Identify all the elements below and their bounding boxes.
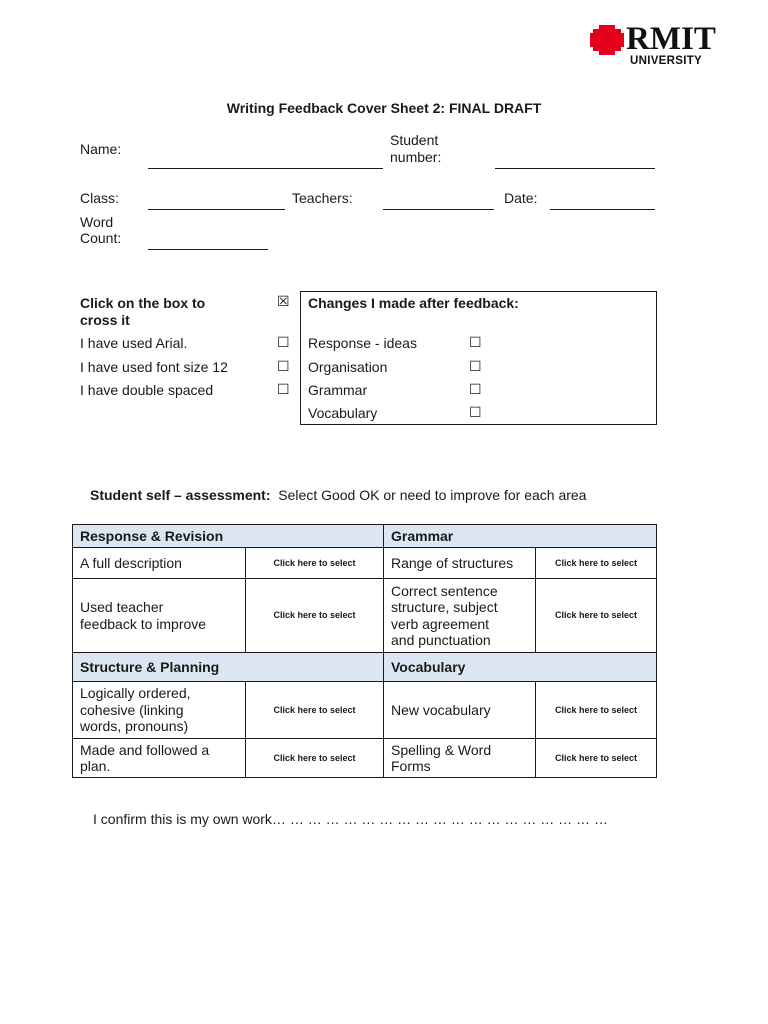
changes-heading: Changes I made after feedback: [308, 295, 519, 311]
student-number-label-line1: Student [390, 132, 439, 148]
checklist-heading-line1: Click on the box to [80, 295, 206, 311]
criterion-line: Made and followed a [80, 741, 210, 758]
criterion-line: structure, subject [391, 599, 498, 615]
date-field[interactable] [550, 209, 655, 210]
criterion-line: Used teacher [80, 599, 164, 615]
header-response-revision: Response & Revision [73, 525, 384, 548]
table-row [73, 579, 657, 653]
checklist-item-double-spaced-label: I have double spaced [80, 382, 214, 398]
logo-subtitle: UNIVERSITY [630, 55, 703, 67]
self-assessment-table [72, 524, 657, 778]
class-field[interactable] [148, 209, 285, 210]
teachers-field[interactable] [383, 209, 494, 210]
class-label: Class: [80, 190, 119, 206]
checkbox-grammar[interactable]: ☐ [469, 382, 482, 398]
criterion-logically-ordered [73, 682, 246, 739]
change-item-vocabulary-label: Vocabulary [308, 405, 378, 421]
criterion-line: Logically ordered, [80, 685, 191, 702]
rmit-logo [590, 22, 730, 72]
checkbox-double-spaced[interactable]: ☐ [277, 382, 290, 398]
criterion-line: and punctuation [391, 632, 491, 648]
checkbox-vocabulary[interactable]: ☐ [469, 405, 482, 421]
change-item-grammar-label: Grammar [308, 382, 368, 398]
student-number-label-line2: number: [390, 149, 442, 165]
name-label: Name: [80, 141, 122, 157]
table-header-row [73, 653, 657, 682]
criterion-spelling-word-forms [384, 739, 536, 778]
own-work-confirmation: I confirm this is my own work… … … … … … … … … … … … … … … … … … … [93, 811, 608, 827]
date-label: Date: [504, 190, 538, 206]
word-count-field[interactable] [148, 249, 268, 250]
header-grammar: Grammar [384, 525, 657, 548]
word-count-label-line2: Count: [80, 230, 122, 246]
criterion-line: plan. [80, 758, 111, 774]
change-item-response-label: Response - ideas [308, 335, 417, 351]
select-new-vocabulary[interactable]: Click here to select [536, 682, 657, 739]
header-vocabulary: Vocabulary [384, 653, 657, 682]
checkbox-response-ideas[interactable]: ☐ [469, 335, 482, 351]
select-made-plan[interactable]: Click here to select [246, 739, 384, 778]
page-title: Writing Feedback Cover Sheet 2: FINAL DRAFT [226, 100, 542, 116]
table-row [73, 548, 657, 579]
student-number-field[interactable] [495, 168, 655, 169]
criterion-sentence-structure [384, 579, 536, 653]
select-full-description[interactable]: Click here to select [246, 548, 384, 579]
word-count-label-line1: Word [80, 214, 114, 230]
criterion-line: verb agreement [391, 615, 490, 632]
checkbox-font-size[interactable]: ☐ [277, 359, 290, 375]
name-field[interactable] [148, 168, 383, 169]
criterion-full-description: A full description [73, 548, 246, 579]
select-logically-ordered[interactable]: Click here to select [246, 682, 384, 739]
criterion-made-plan [73, 739, 246, 778]
criterion-range-of-structures: Range of structures [384, 548, 536, 579]
criterion-line: feedback to improve [80, 615, 207, 632]
criterion-teacher-feedback [73, 579, 246, 653]
select-spelling-word-forms[interactable]: Click here to select [536, 739, 657, 778]
criterion-new-vocabulary: New vocabulary [384, 682, 536, 739]
example-crossed-box-icon: ☒ [277, 294, 290, 310]
checklist-item-font-size-label: I have used font size 12 [80, 359, 228, 375]
table-row [73, 682, 657, 739]
criterion-line: words, pronouns) [80, 718, 189, 735]
change-item-organisation-label: Organisation [308, 359, 388, 375]
rmit-pixel-icon [590, 25, 624, 55]
logo-wordmark: RMIT [626, 21, 716, 57]
criterion-line: Spelling & Word [391, 741, 492, 758]
criterion-line: Correct sentence [391, 582, 498, 599]
self-assessment-label: Student self – assessment: [90, 487, 271, 503]
self-assessment-instruction: Select Good OK or need to improve for each area [278, 487, 587, 503]
table-header-row [73, 525, 657, 548]
criterion-line: Forms [391, 758, 431, 774]
select-sentence-structure[interactable]: Click here to select [536, 579, 657, 653]
checklist-heading-line2: cross it [80, 312, 130, 328]
select-teacher-feedback[interactable]: Click here to select [246, 579, 384, 653]
header-structure-planning: Structure & Planning [73, 653, 384, 682]
checklist-item-arial-label: I have used Arial. [80, 335, 188, 351]
select-range-of-structures[interactable]: Click here to select [536, 548, 657, 579]
teachers-label: Teachers: [292, 190, 353, 206]
self-assessment-line [90, 487, 586, 503]
criterion-line: cohesive (linking [80, 701, 184, 718]
table-row [73, 739, 657, 778]
checkbox-organisation[interactable]: ☐ [469, 359, 482, 375]
checkbox-arial[interactable]: ☐ [277, 335, 290, 351]
